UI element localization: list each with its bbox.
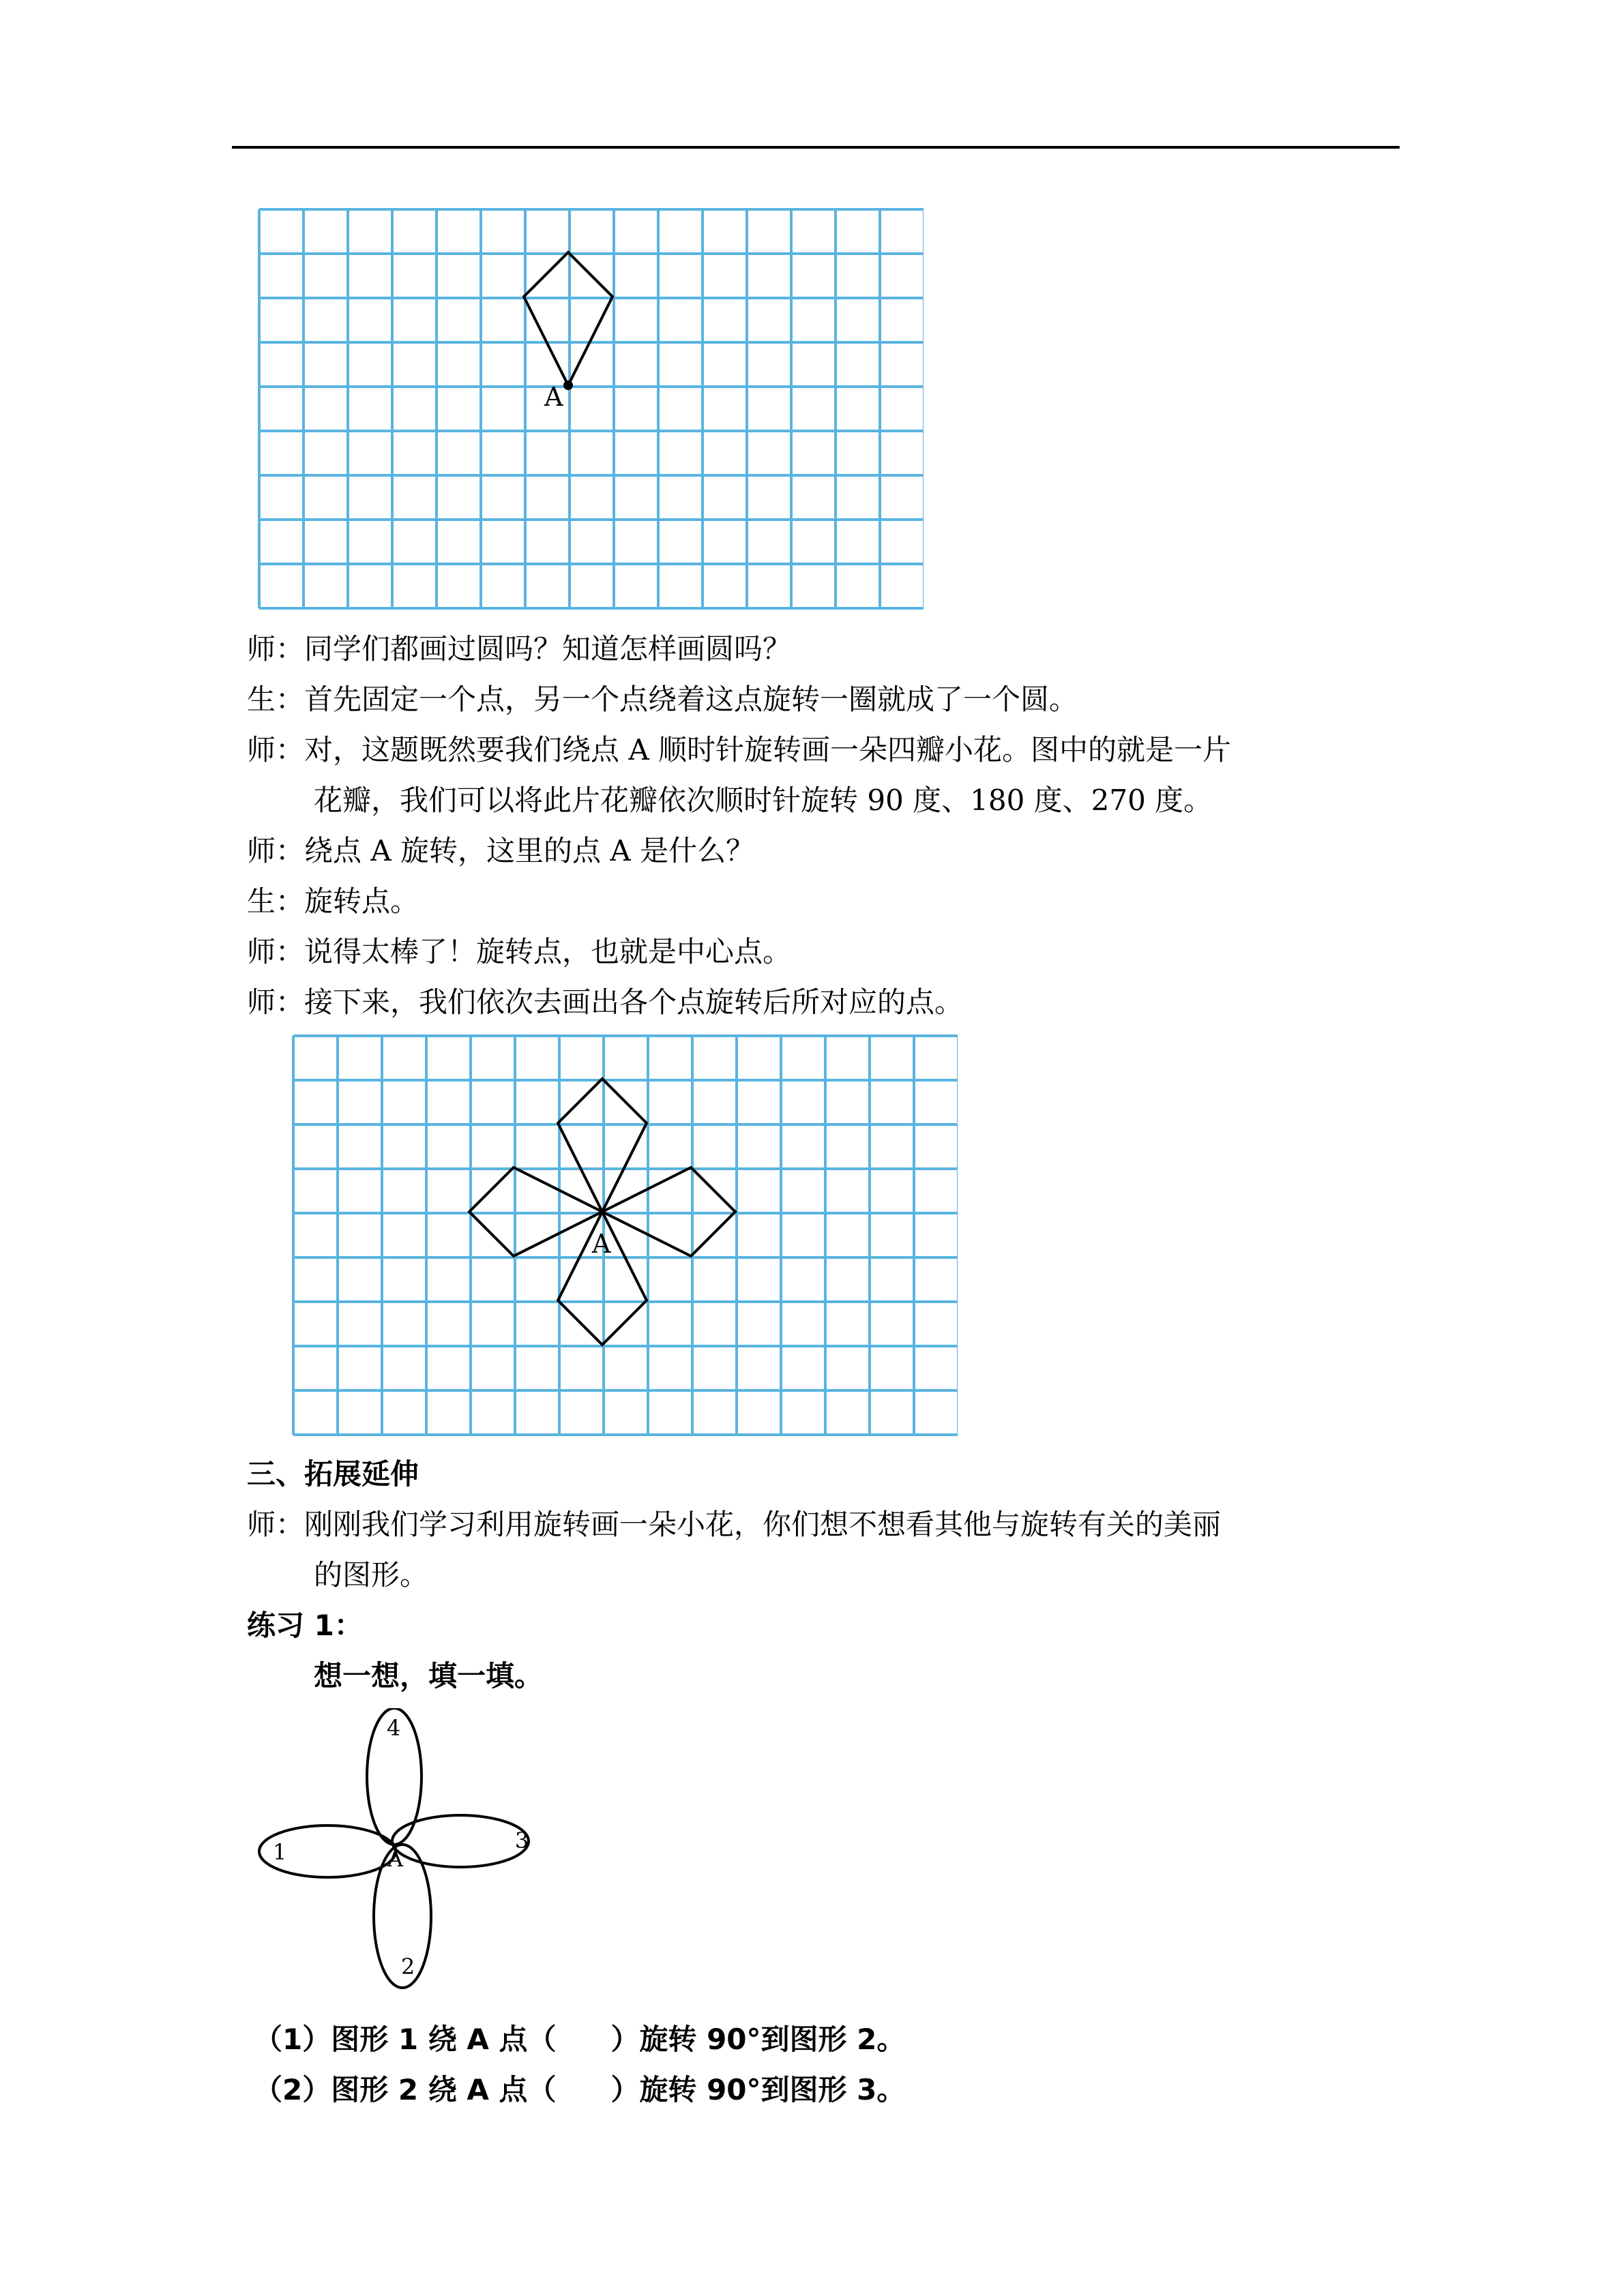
exercise-title (247, 1600, 363, 1651)
ellipse-flower-figure (252, 1708, 566, 2001)
speaker-label: 生： (247, 884, 305, 918)
question-suffix: ）旋转 90°到图形 2。 (610, 2023, 906, 2056)
question-1 (254, 2014, 905, 2065)
question-prefix: （1）图形 1 绕 A 点（ (254, 2023, 557, 2056)
dialogue-line (247, 977, 963, 1028)
exercise-title-text: 练习 1： (247, 1609, 363, 1642)
speaker-label: 师： (247, 834, 305, 867)
section-heading-text: 三、拓展延伸 (247, 1457, 419, 1491)
dialogue-continuation (314, 1550, 428, 1600)
speaker-label: 师： (247, 935, 305, 968)
dialogue-line (247, 826, 754, 876)
petal-label-3: 3 (515, 1828, 529, 1853)
speaker-label: 师： (247, 733, 305, 766)
dialogue-line (247, 876, 419, 927)
dialogue-line (247, 674, 1078, 725)
dialogue-text: 首先固定一个点，另一个点绕着这点旋转一圈就成了一个圆。 (304, 683, 1078, 716)
grid-figure-single-petal (258, 208, 924, 610)
speaker-label: 师： (247, 632, 305, 666)
dialogue-text: 接下来，我们依次去画出各个点旋转后所对应的点。 (304, 985, 964, 1019)
center-point-a-label: A (387, 1846, 404, 1872)
question-prefix: （2）图形 2 绕 A 点（ (254, 2073, 557, 2106)
dialogue-line (247, 927, 791, 977)
petal-label-4: 4 (387, 1715, 401, 1741)
dialogue-line (247, 1500, 1221, 1550)
dialogue-text: 刚刚我们学习利用旋转画一朵小花，你们想不想看其他与旋转有关的美丽 (304, 1508, 1222, 1541)
speaker-label: 师： (247, 1508, 305, 1541)
dialogue-line (247, 725, 1231, 775)
speaker-label: 生： (247, 683, 305, 716)
rotation-point-dot (563, 381, 573, 390)
dialogue-text: 旋转点。 (304, 884, 419, 918)
petal-label-1: 1 (273, 1839, 287, 1865)
question-suffix: ）旋转 90°到图形 3。 (610, 2073, 906, 2106)
petal-label-2: 2 (401, 1954, 415, 1980)
dialogue-text: 对，这题既然要我们绕点 A 顺时针旋转画一朵四瓣小花。图中的就是一片 (304, 733, 1232, 766)
dialogue-text: 花瓣，我们可以将此片花瓣依次顺时针旋转 90 度、180 度、270 度。 (314, 784, 1213, 817)
dialogue-continuation (314, 775, 1212, 826)
exercise-instruction (314, 1651, 543, 1701)
point-a-label: A (544, 382, 563, 412)
section-heading (247, 1449, 419, 1500)
dialogue-line (247, 624, 791, 674)
grid-figure-four-petal-flower (292, 1034, 958, 1437)
header-rule (232, 146, 1400, 149)
dialogue-text: 同学们都画过圆吗？知道怎样画圆吗？ (304, 632, 792, 666)
dialogue-text: 绕点 A 旋转，这里的点 A 是什么？ (304, 834, 755, 867)
question-2 (254, 2065, 905, 2115)
point-a-label: A (592, 1229, 611, 1259)
dialogue-text: 说得太棒了！旋转点，也就是中心点。 (304, 935, 792, 968)
speaker-label: 师： (247, 985, 305, 1019)
dialogue-text: 的图形。 (314, 1558, 429, 1592)
petal-3-ellipse (392, 1815, 529, 1867)
exercise-instruction-text: 想一想，填一填。 (314, 1659, 544, 1693)
